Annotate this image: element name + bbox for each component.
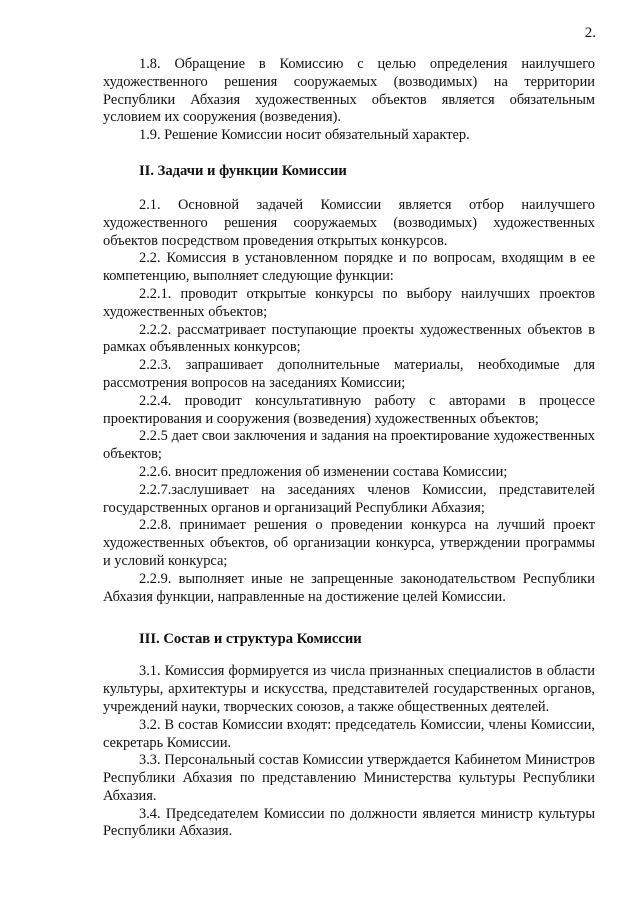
- paragraph-2-2: 2.2. Комиссия в установленном порядке и по вопросам, входящим в ее компетенцию, выполняет следующие функции:: [103, 250, 595, 285]
- paragraph-2-2-2: 2.2.2. рассматривает поступающие проекты художественных объектов в рамках объявленных конкурсов;: [103, 321, 595, 356]
- paragraph-2-2-7: 2.2.7.заслушивает на заседаниях членов Комиссии, представителей государственных органов и организаций Республики Абхазия;: [103, 481, 595, 516]
- paragraph-3-2: 3.2. В состав Комиссии входят: председатель Комиссии, члены Комиссии, секретарь Комиссии.: [103, 716, 595, 751]
- paragraph-2-1: 2.1. Основной задачей Комиссии является отбор наилучшего художественного решения сооружаемых (возводимых) художественных объектов посредством проведения открытых конкурсов.: [103, 196, 595, 249]
- paragraph-1-9: 1.9. Решение Комиссии носит обязательный характер.: [139, 127, 470, 144]
- paragraph-2-2-8: 2.2.8. принимает решения о проведении конкурса на лучший проект художественных объектов, об организации конкурса, утверждении программы и условий конкурса;: [103, 517, 595, 569]
- paragraph-3-3: 3.3. Персональный состав Комиссии утверждается Кабинетом Министров Республики Абхазия по представлению Министерства культуры Республики Абхазия.: [103, 752, 595, 804]
- paragraph-2-2-6: 2.2.6. вносит предложения об изменении состава Комиссии;: [139, 463, 508, 480]
- paragraph-2-2-5: 2.2.5 дает свои заключения и задания на проектирование художественных объектов;: [103, 428, 595, 463]
- page-number: 2.: [584, 25, 596, 41]
- section-2-heading: II. Задачи и функции Комиссии: [139, 162, 347, 179]
- paragraph-3-4: 3.4. Председателем Комиссии по должности является министр культуры Республики Абхазия.: [103, 805, 595, 840]
- paragraph-2-2-9: 2.2.9. выполняет иные не запрещенные законодательством Республики Абхазия функции, направленные на достижение целей Комиссии.: [103, 570, 595, 605]
- paragraph-2-2-1: 2.2.1. проводит открытые конкурсы по выбору наилучших проектов художественных объектов;: [103, 285, 595, 320]
- paragraph-1-8: 1.8. Обращение в Комиссию с целью определения наилучшего художественного решения сооружаемых (возводимых) на территории Республики Абхазия художественных объектов является обязательным условием их сооружения (возведения).: [103, 56, 595, 126]
- paragraph-2-2-4: 2.2.4. проводит консультативную работу с авторами в процессе проектирования и сооружения (возведения) художественных объектов;: [103, 392, 595, 427]
- paragraph-2-2-3: 2.2.3. запрашивает дополнительные материалы, необходимые для рассмотрения вопросов на заседаниях Комиссии;: [103, 357, 595, 391]
- document-body: [103, 56, 595, 841]
- paragraph-3-1: 3.1. Комиссия формируется из числа признанных специалистов в области культуры, архитектуры и искусства, представителей государственных органов, учреждений науки, творческих союзов, а также общественных деятелей.: [103, 663, 595, 715]
- section-3-heading: III. Состав и структура Комиссии: [139, 631, 362, 648]
